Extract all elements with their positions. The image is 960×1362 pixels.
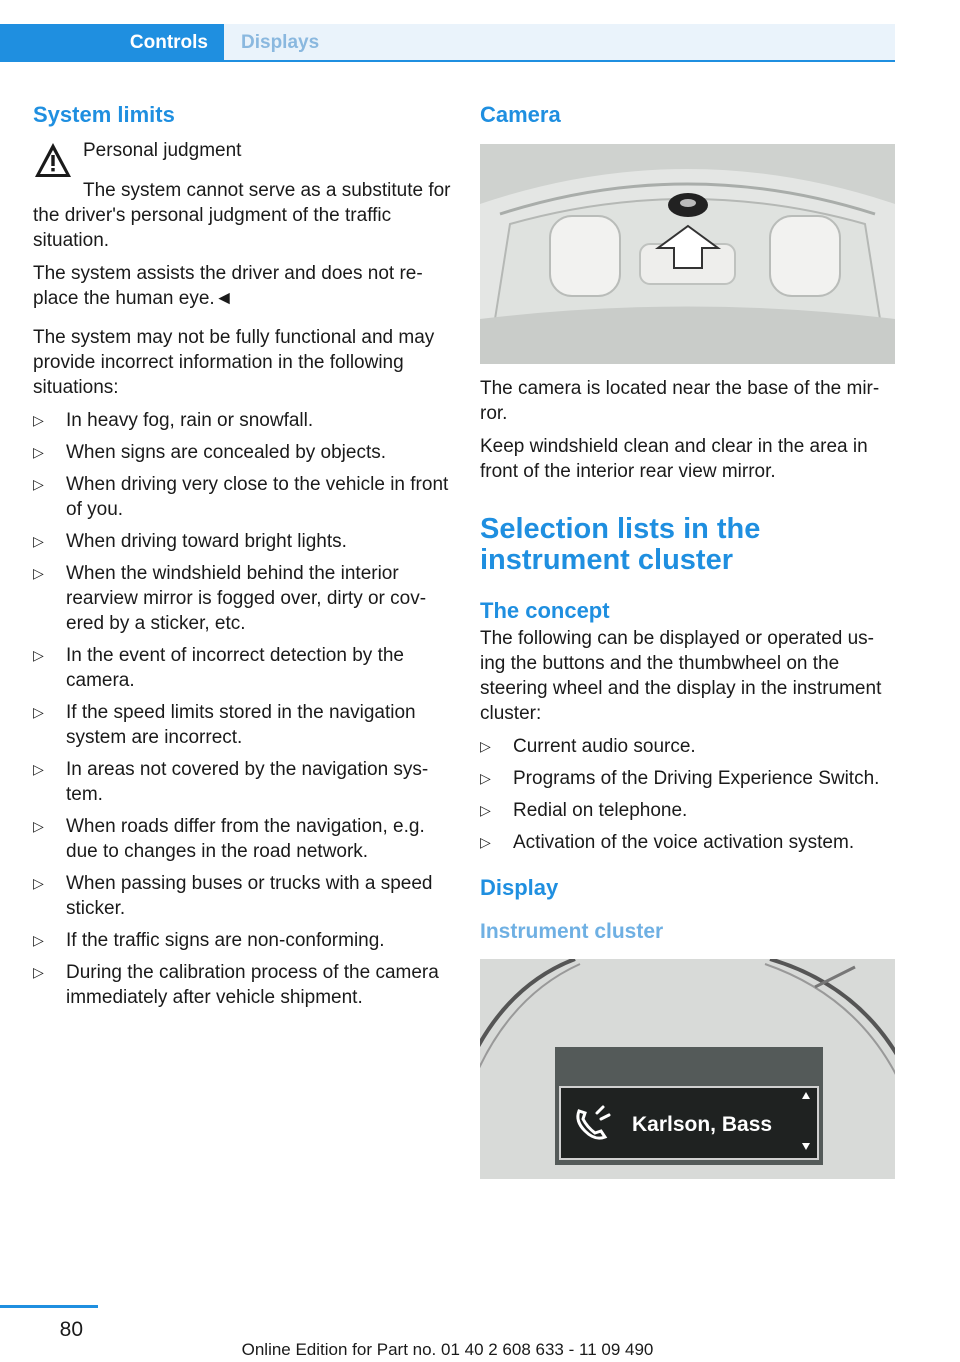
list-item: ▷ In areas not covered by the navigation sys- tem.: [33, 759, 429, 805]
camera-photo: [480, 144, 895, 364]
list-item: ▷ When driving toward bright lights.: [33, 531, 347, 552]
triangle-bullet-icon: ▷: [33, 647, 44, 663]
triangle-bullet-icon: ▷: [33, 476, 44, 492]
triangle-bullet-icon: ▷: [480, 802, 491, 818]
warning-text-1: The system cannot serve as a substitute for the driver's personal judgment of the traffic situation.: [33, 180, 451, 251]
camera-text-2: Keep windshield clean and clear in the area in front of the interior rear view mirror.: [480, 436, 868, 482]
warning-text-2: The system assists the driver and does not re- place the human eye.◄: [33, 263, 423, 309]
list-item: ▷ Redial on telephone.: [480, 800, 688, 821]
concept-text: The following can be displayed or operated us- ing the buttons and the thumbwheel on the steering wheel and the display in the instrument cluster:: [480, 628, 882, 724]
footer-line: [0, 1305, 98, 1308]
section-title: Selection lists in the instrument cluster: [480, 513, 761, 576]
triangle-bullet-icon: ▷: [33, 818, 44, 834]
list-item: ▷ When driving very close to the vehicle in front of you.: [33, 474, 449, 520]
triangle-bullet-icon: ▷: [33, 875, 44, 891]
tab-displays[interactable]: Displays: [224, 24, 895, 62]
list-item: ▷ In heavy fog, rain or snowfall.: [33, 410, 314, 431]
warning-title: Personal judgment: [83, 140, 242, 161]
triangle-bullet-icon: ▷: [480, 834, 491, 850]
list-item: ▷ When passing buses or trucks with a speed sticker.: [33, 873, 433, 919]
triangle-bullet-icon: ▷: [33, 964, 44, 980]
situations-list: [33, 408, 451, 1010]
triangle-bullet-icon: ▷: [33, 704, 44, 720]
right-column: [480, 100, 896, 1191]
list-item: ▷ Programs of the Driving Experience Switch.: [480, 768, 880, 789]
list-item: ▷ In the event of incorrect detection by the camera.: [33, 645, 404, 691]
triangle-bullet-icon: ▷: [480, 738, 491, 754]
system-limits-heading: System limits: [33, 102, 175, 127]
list-item: ▷ Activation of the voice activation system.: [480, 832, 855, 853]
list-item: ▷ When the windshield behind the interior rearview mirror is fogged over, dirty or cov- ered by a sticker, etc.: [33, 563, 427, 634]
camera-heading: Camera: [480, 102, 561, 127]
page-number: 80: [59, 1318, 83, 1341]
triangle-bullet-icon: ▷: [33, 565, 44, 581]
tab-controls[interactable]: Controls: [0, 24, 224, 62]
warning-triangle-icon: [33, 140, 73, 180]
concept-list: [480, 734, 896, 855]
triangle-bullet-icon: ▷: [33, 444, 44, 460]
header-tabs: [0, 0, 895, 62]
warning-block: [33, 138, 451, 180]
triangle-bullet-icon: ▷: [480, 770, 491, 786]
list-item: ▷ When roads differ from the navigation, e.g. due to changes in the road network.: [33, 816, 425, 862]
list-item: ▷ When signs are concealed by objects.: [33, 442, 387, 463]
edition-text: Online Edition for Part no. 01 40 2 608 633 - 11 09 490: [241, 1340, 654, 1359]
camera-text-1: The camera is located near the base of the mir- ror.: [480, 378, 880, 424]
concept-heading: The concept: [480, 598, 610, 623]
triangle-bullet-icon: ▷: [33, 761, 44, 777]
triangle-bullet-icon: ▷: [33, 533, 44, 549]
camera-location-illustration: [480, 144, 895, 364]
list-item: ▷ If the speed limits stored in the navigation system are incorrect.: [33, 702, 416, 748]
triangle-bullet-icon: ▷: [33, 412, 44, 428]
triangle-bullet-icon: ▷: [33, 932, 44, 948]
instrument-cluster-heading: Instrument cluster: [480, 920, 664, 943]
list-item: ▷ If the traffic signs are non-conforming.: [33, 930, 385, 951]
cluster-display-text: Karlson, Bass: [632, 1113, 773, 1136]
list-item: ▷ Current audio source.: [480, 736, 696, 757]
list-item: ▷ During the calibration process of the camera immediately after vehicle shipment.: [33, 962, 439, 1008]
situations-intro: The system may not be fully functional and may provide incorrect information in the following situations:: [33, 327, 435, 398]
instrument-cluster-photo: [480, 959, 895, 1179]
left-column: [33, 100, 451, 1017]
instrument-cluster-illustration: [480, 959, 895, 1179]
display-heading: Display: [480, 875, 559, 900]
header-divider: [0, 60, 895, 62]
